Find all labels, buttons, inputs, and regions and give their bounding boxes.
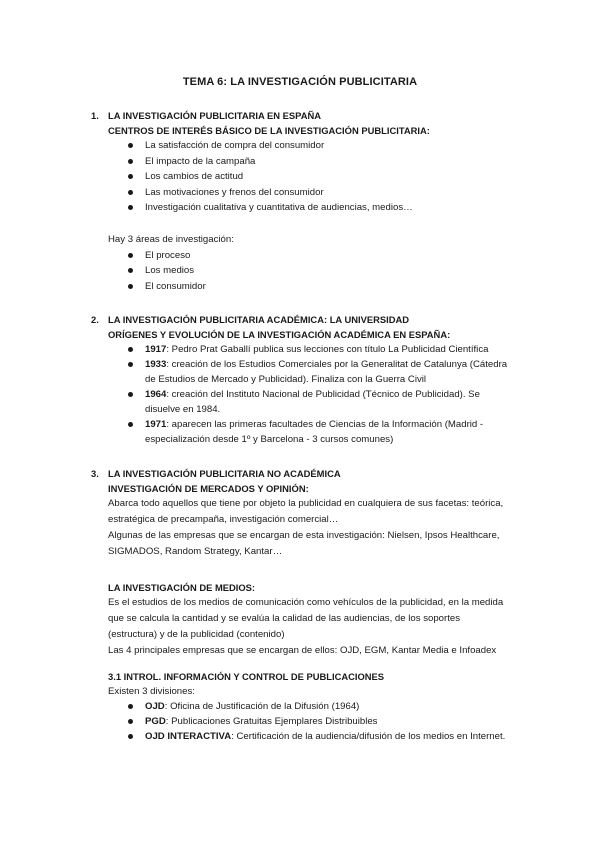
section-number: 3. xyxy=(91,468,99,479)
bullet-icon xyxy=(128,704,133,709)
bullet-icon xyxy=(128,284,133,289)
bullet-icon xyxy=(128,347,133,352)
list-item: 1917: Pedro Prat Gaballí publica sus lecciones con título La Publicidad Científica xyxy=(128,342,531,357)
paragraph-line: Es el estudios de los medios de comunicación como vehículos de la publicidad, en la medida xyxy=(108,597,504,608)
paragraph-line: (estructura) y de la publicidad (contenido) xyxy=(108,629,285,640)
section-3 xyxy=(91,466,531,659)
paragraph-line: SIGMADOS, Random Strategy, Kantar… xyxy=(108,546,283,557)
section-2 xyxy=(91,312,531,447)
section-2-heading xyxy=(91,312,531,327)
list-item: 1964: creación del Instituto Nacional de Publicidad (Técnico de Publicidad). Se disuelve en 1984. xyxy=(128,387,531,417)
list-item: 1933: creación de los Estudios Comerciales por la Generalitat de Catalunya (Cátedra de Estudios de Mercado y Publicidad). Finaliza con la Guerra Civil xyxy=(128,357,531,387)
section-2-subheading: ORÍGENES Y EVOLUCIÓN DE LA INVESTIGACIÓN ACADÉMICA EN ESPAÑA: xyxy=(108,329,451,340)
areas-list xyxy=(91,248,531,295)
document-title: TEMA 6: LA INVESTIGACIÓN PUBLICITARIA xyxy=(182,76,418,88)
section-number: 1. xyxy=(91,110,99,121)
interest-list xyxy=(91,138,531,216)
section-1-subheading: CENTROS DE INTERÉS BÁSICO DE LA INVESTIGACIÓN PUBLICITARIA: xyxy=(108,125,430,136)
bullet-icon xyxy=(128,205,133,210)
paragraph-line: Abarca todo aquellos que tiene por objeto la publicidad en cualquiera de sus facetas: teórica, xyxy=(108,498,504,509)
divisions-list xyxy=(108,699,528,744)
bullet-icon xyxy=(128,734,133,739)
areas-intro: Hay 3 áreas de investigación: xyxy=(108,233,234,245)
list-item: 1971: aparecen las primeras facultades de Ciencias de la Información (Madrid - especialización desde 1º y Barcelona - 3 cursos comunes) xyxy=(128,417,531,447)
bullet-icon xyxy=(128,174,133,179)
section-title: LA INVESTIGACIÓN PUBLICITARIA ACADÉMICA: LA UNIVERSIDAD xyxy=(108,314,410,325)
section-3-1 xyxy=(108,669,528,744)
section-title: LA INVESTIGACIÓN PUBLICITARIA EN ESPAÑA xyxy=(108,110,322,121)
paragraph-line: Las 4 principales empresas que se encargan de ellos: OJD, EGM, Kantar Media e Infoadex xyxy=(108,645,497,656)
bullet-icon xyxy=(128,253,133,258)
list-item: Investigación cualitativa y cuantitativa de audiencias, medios… xyxy=(128,200,531,216)
list-item: OJD: Oficina de Justificación de la Difusión (1964) xyxy=(128,699,528,714)
list-item: La satisfacción de compra del consumidor xyxy=(128,138,531,154)
list-item: El consumidor xyxy=(128,279,531,295)
bullet-icon xyxy=(128,392,133,397)
bullet-icon xyxy=(128,268,133,273)
paragraph-line: que se calcula la cantidad y se evalúa la calidad de las audiencias, de los soportes xyxy=(108,613,460,624)
list-item: El proceso xyxy=(128,248,531,264)
paragraph-line: Algunas de las empresas que se encargan de esta investigación: Nielsen, Ipsos Healthcare, xyxy=(108,530,500,541)
divisions-intro: Existen 3 divisiones: xyxy=(108,686,195,697)
section-1 xyxy=(91,108,531,294)
list-item: Los cambios de actitud xyxy=(128,169,531,185)
list-item: Los medios xyxy=(128,263,531,279)
list-item: Las motivaciones y frenos del consumidor xyxy=(128,185,531,201)
list-item: PGD: Publicaciones Gratuitas Ejemplares Distribuibles xyxy=(128,714,528,729)
bullet-icon xyxy=(128,719,133,724)
media-heading: LA INVESTIGACIÓN DE MEDIOS: xyxy=(108,582,256,593)
section-3-heading xyxy=(91,466,531,481)
list-item: El impacto de la campaña xyxy=(128,154,531,170)
section-title: LA INVESTIGACIÓN PUBLICITARIA NO ACADÉMICA xyxy=(108,468,341,479)
section-3-1-heading: 3.1 INTROL. INFORMACIÓN Y CONTROL DE PUBLICACIONES xyxy=(108,671,385,682)
section-3-subheading: INVESTIGACIÓN DE MERCADOS Y OPINIÓN: xyxy=(108,483,309,494)
bullet-icon xyxy=(128,362,133,367)
bullet-icon xyxy=(128,190,133,195)
history-list xyxy=(91,342,531,447)
section-1-heading xyxy=(91,108,531,123)
section-number: 2. xyxy=(91,314,99,325)
bullet-icon xyxy=(128,422,133,427)
bullet-icon xyxy=(128,143,133,148)
paragraph-line: estratégica de precampaña, investigación comercial… xyxy=(108,514,339,525)
bullet-icon xyxy=(128,159,133,164)
list-item: OJD INTERACTIVA: Certificación de la audiencia/difusión de los medios en Internet. xyxy=(128,729,528,744)
